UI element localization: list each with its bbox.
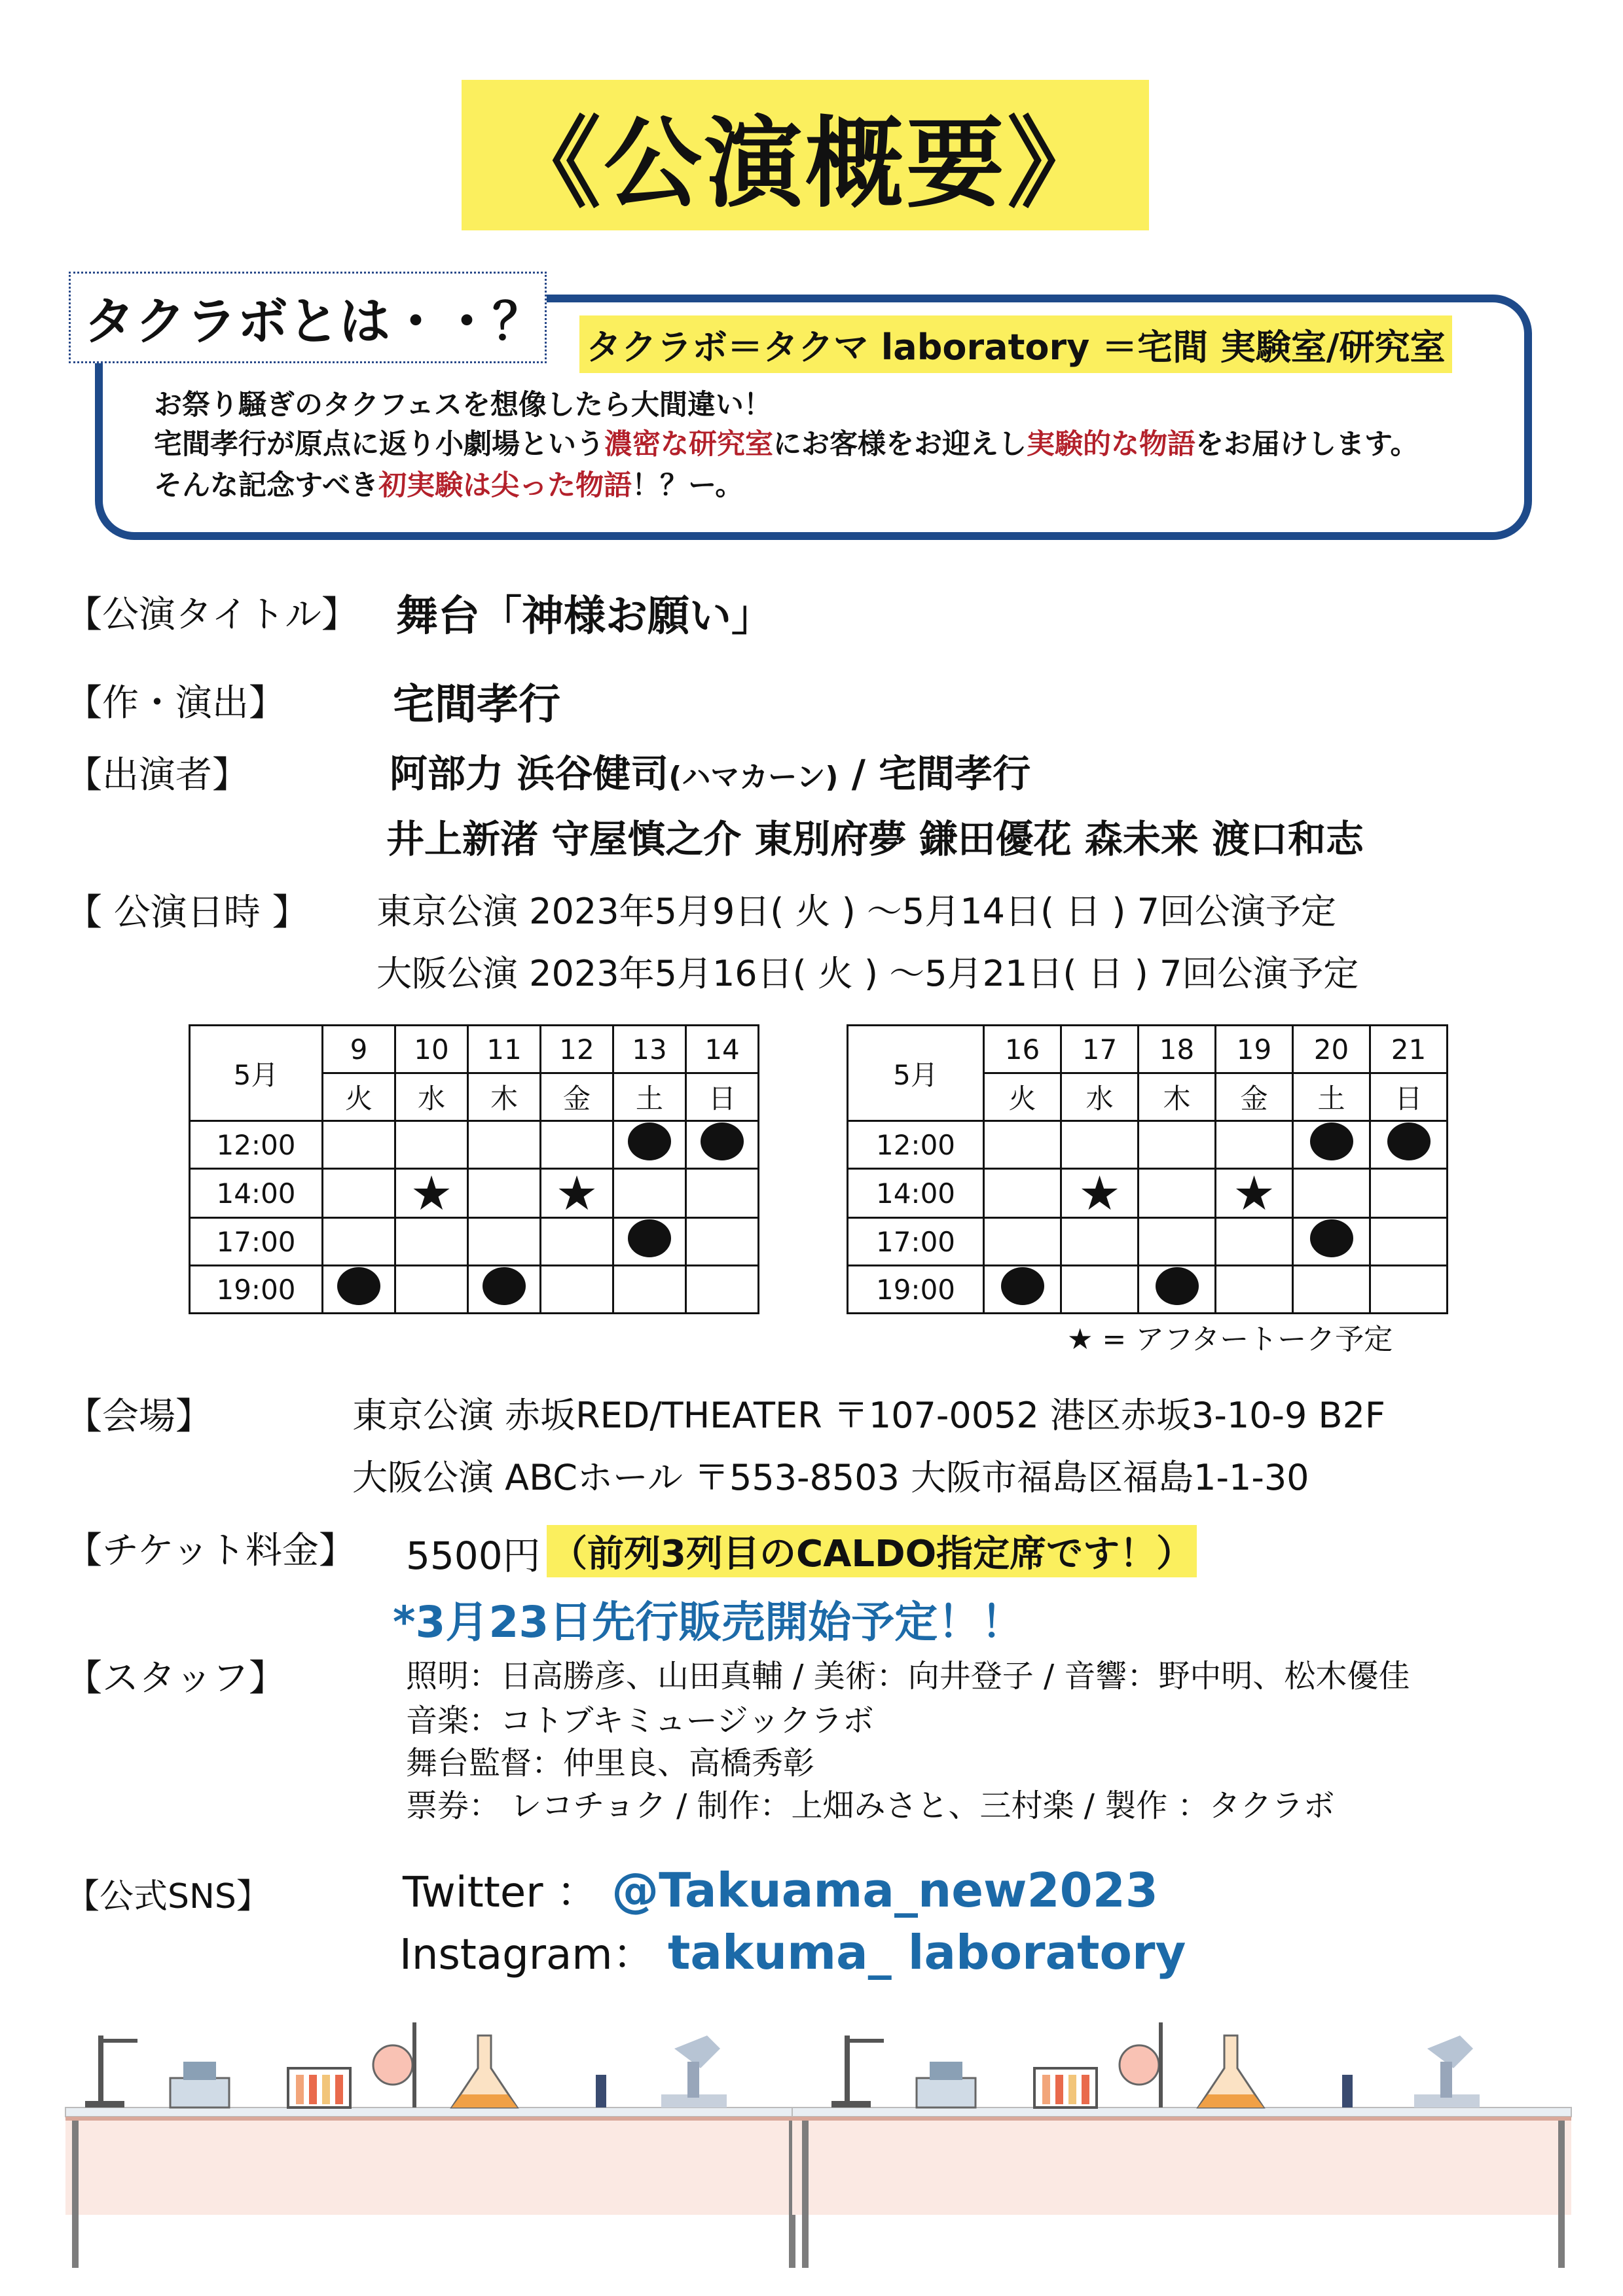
weekday-cell: 金	[1216, 1073, 1293, 1121]
slot-cell	[468, 1266, 541, 1314]
cast-line-1	[390, 743, 1030, 798]
time-cell: 17:00	[848, 1218, 984, 1266]
time-row	[190, 1121, 759, 1169]
slot-cell	[468, 1169, 541, 1218]
slot-cell	[984, 1121, 1061, 1169]
slot-cell	[1370, 1121, 1448, 1169]
cast-names: / 宅間孝行	[838, 751, 1031, 796]
slot-cell	[984, 1218, 1061, 1266]
weekday-cell: 土	[613, 1073, 686, 1121]
slot-cell	[323, 1266, 395, 1314]
day-number: 10	[395, 1026, 468, 1073]
month-cell: 5月	[190, 1026, 323, 1121]
slot-cell	[1293, 1266, 1370, 1314]
slot-cell	[1061, 1166, 1139, 1221]
slot-cell	[984, 1266, 1061, 1314]
weekday-cell: 火	[984, 1073, 1061, 1121]
staff-line-4: 票券： レコチョク / 制作：上畑みさと、三村楽 / 製作 ：タクラボ	[406, 1787, 1335, 1824]
performance-dot	[1310, 1219, 1353, 1257]
performance-dot	[337, 1267, 380, 1305]
day-number: 21	[1370, 1026, 1448, 1073]
weekday-cell: 水	[395, 1073, 468, 1121]
instagram-label: Instagram：	[399, 1931, 655, 1979]
day-number: 12	[541, 1026, 613, 1073]
slot-cell	[1216, 1218, 1293, 1266]
director-name: 宅間孝行	[393, 681, 560, 729]
cast-line-2: 井上新渚 守屋慎之介 東別府夢 鎌田優花 森未来 渡口和志	[386, 817, 1364, 861]
about-line-3	[154, 463, 743, 503]
time-cell: 19:00	[190, 1266, 323, 1314]
ticket-price: 5500円	[406, 1534, 541, 1578]
slot-cell	[323, 1169, 395, 1218]
twitter-row	[403, 1859, 1158, 1919]
performance-dot	[701, 1122, 744, 1160]
after-talk-star: ★	[410, 1166, 453, 1221]
slot-cell	[984, 1169, 1061, 1218]
slot-cell	[1139, 1169, 1216, 1218]
slot-cell	[395, 1266, 468, 1314]
slot-cell	[1293, 1121, 1370, 1169]
after-talk-star: ★	[1078, 1166, 1121, 1221]
time-row	[848, 1218, 1448, 1266]
slot-cell	[1293, 1169, 1370, 1218]
title-label: 【公演タイトル】	[65, 594, 358, 636]
date-tokyo: 東京公演 2023年5月9日( 火 ) 〜5月14日( 日 ) 7回公演予定	[376, 891, 1336, 932]
lab-bench-right	[792, 2108, 1571, 2268]
ticket-label: 【チケット料金】	[65, 1530, 356, 1572]
about-text: にお客様をお迎えし	[773, 428, 1027, 461]
day-number: 11	[468, 1026, 541, 1073]
slot-cell	[686, 1218, 759, 1266]
performance-dot	[628, 1219, 671, 1257]
slot-cell	[541, 1218, 613, 1266]
slot-cell	[686, 1266, 759, 1314]
slot-cell	[395, 1121, 468, 1169]
about-emphasis: 初実験は尖った物語	[378, 469, 632, 502]
slot-cell	[1216, 1166, 1293, 1221]
header-row	[848, 1026, 1448, 1073]
weekday-cell: 水	[1061, 1073, 1139, 1121]
slot-cell	[468, 1121, 541, 1169]
time-cell: 12:00	[848, 1121, 984, 1169]
performance-dot	[483, 1267, 526, 1305]
slot-cell	[613, 1169, 686, 1218]
day-number: 19	[1216, 1026, 1293, 1073]
header-row	[190, 1026, 759, 1073]
slot-cell	[1061, 1218, 1139, 1266]
cast-note: (ハマカーン)	[668, 761, 839, 794]
instagram-handle[interactable]: takuma_ laboratory	[667, 1925, 1186, 1980]
performance-dot	[1310, 1122, 1353, 1160]
slot-cell	[541, 1166, 613, 1221]
time-row	[848, 1169, 1448, 1218]
page-title: 《公演概要》	[502, 107, 1108, 221]
slot-cell	[686, 1169, 759, 1218]
time-row	[190, 1218, 759, 1266]
cast-names: 阿部力 浜谷健司	[390, 751, 669, 796]
performance-dot	[628, 1122, 671, 1160]
after-talk-star: ★	[1233, 1166, 1275, 1221]
performance-dot	[1156, 1267, 1199, 1305]
staff-line-2: 音楽：コトブキミュージックラボ	[406, 1702, 874, 1739]
slot-cell	[1061, 1266, 1139, 1314]
weekday-cell: 土	[1293, 1073, 1370, 1121]
slot-cell	[613, 1121, 686, 1169]
slot-cell	[613, 1218, 686, 1266]
slot-cell	[541, 1266, 613, 1314]
time-cell: 14:00	[848, 1169, 984, 1218]
slot-cell	[468, 1218, 541, 1266]
lab-equipment-left	[85, 2022, 727, 2108]
weekday-cell: 木	[468, 1073, 541, 1121]
slot-cell	[613, 1266, 686, 1314]
sns-label: 【公式SNS】	[65, 1877, 270, 1916]
weekday-cell: 火	[323, 1073, 395, 1121]
slot-cell	[395, 1218, 468, 1266]
twitter-label: Twitter ：	[403, 1869, 598, 1917]
weekday-cell: 金	[541, 1073, 613, 1121]
schedule-table-tokyo	[189, 1024, 759, 1314]
slot-cell	[1370, 1169, 1448, 1218]
time-cell: 17:00	[190, 1218, 323, 1266]
time-row	[848, 1121, 1448, 1169]
lab-illustration	[59, 2009, 1578, 2271]
day-number: 13	[613, 1026, 686, 1073]
slot-cell	[1139, 1121, 1216, 1169]
slot-cell	[1216, 1266, 1293, 1314]
about-text: をお届けします。	[1195, 428, 1419, 461]
about-heading: タクラボとは・・？	[69, 272, 547, 363]
month-cell: 5月	[848, 1026, 984, 1121]
slot-cell	[1370, 1218, 1448, 1266]
day-number: 9	[323, 1026, 395, 1073]
slot-cell	[323, 1121, 395, 1169]
staff-line-3: 舞台監督：仲里良、高橋秀彰	[406, 1745, 815, 1782]
weekday-cell: 木	[1139, 1073, 1216, 1121]
schedule-table-osaka	[847, 1024, 1448, 1314]
about-tagline: タクラボ＝タクマ laboratory ＝宅間 実験室/研究室	[579, 315, 1452, 373]
cast-label: 【出演者】	[65, 754, 249, 797]
day-number: 20	[1293, 1026, 1370, 1073]
day-number: 16	[984, 1026, 1061, 1073]
show-title: 舞台「神様お願い」	[396, 592, 773, 641]
slot-cell	[1293, 1218, 1370, 1266]
slot-cell	[686, 1121, 759, 1169]
venue-tokyo: 東京公演 赤坂RED/THEATER 〒107-0052 港区赤坂3-10-9 B2F	[352, 1395, 1385, 1436]
about-text: 宅間孝行が原点に返り小劇場という	[154, 428, 604, 461]
about-line-2	[154, 422, 1419, 462]
time-row	[190, 1266, 759, 1314]
time-row	[190, 1169, 759, 1218]
slot-cell	[1061, 1121, 1139, 1169]
about-line-1: お祭り騒ぎのタクフェスを想像したら大間違い！	[154, 389, 772, 422]
about-text: そんな記念すべき	[154, 469, 379, 502]
about-text: ！？ー。	[632, 469, 744, 502]
schedule-legend: ★ = アフタートーク予定	[1067, 1323, 1393, 1356]
time-cell: 14:00	[190, 1169, 323, 1218]
weekday-cell: 日	[1370, 1073, 1448, 1121]
slot-cell	[1216, 1121, 1293, 1169]
presale-notice: *3月23日先行販売開始予定！！	[393, 1597, 1025, 1647]
slot-cell	[541, 1121, 613, 1169]
venue-label: 【会場】	[65, 1395, 212, 1438]
weekday-cell: 日	[686, 1073, 759, 1121]
venue-osaka: 大阪公演 ABCホール 〒553-8503 大阪市福島区福島1-1-30	[352, 1457, 1309, 1498]
day-number: 18	[1139, 1026, 1216, 1073]
after-talk-star: ★	[555, 1166, 598, 1221]
date-osaka: 大阪公演 2023年5月16日( 火 ) 〜5月21日( 日 ) 7回公演予定	[376, 953, 1359, 994]
slot-cell	[1370, 1266, 1448, 1314]
lab-equipment-right	[831, 2022, 1480, 2108]
day-number: 17	[1061, 1026, 1139, 1073]
performance-dot	[1001, 1267, 1044, 1305]
day-number: 14	[686, 1026, 759, 1073]
staff-line-1: 照明：日高勝彦、山田真輔 / 美術：向井登子 / 音響：野中明、松木優佳	[406, 1658, 1410, 1695]
about-emphasis: 実験的な物語	[1027, 428, 1195, 461]
slot-cell	[1139, 1218, 1216, 1266]
about-emphasis: 濃密な研究室	[604, 428, 773, 461]
time-cell: 12:00	[190, 1121, 323, 1169]
title-banner	[462, 80, 1149, 230]
slot-cell	[395, 1166, 468, 1221]
time-row	[848, 1266, 1448, 1314]
performance-dot	[1387, 1122, 1431, 1160]
staff-label: 【スタッフ】	[65, 1657, 285, 1700]
time-cell: 19:00	[848, 1266, 984, 1314]
director-label: 【作・演出】	[65, 682, 285, 725]
twitter-handle[interactable]: @Takuama_new2023	[611, 1863, 1158, 1918]
ticket-note: （前列3列目のCALDO指定席です！）	[547, 1525, 1197, 1577]
slot-cell	[323, 1218, 395, 1266]
date-label: 【 公演日時 】	[65, 891, 309, 934]
slot-cell	[1139, 1266, 1216, 1314]
instagram-row	[399, 1921, 1186, 1981]
lab-bench-left	[65, 2108, 805, 2268]
